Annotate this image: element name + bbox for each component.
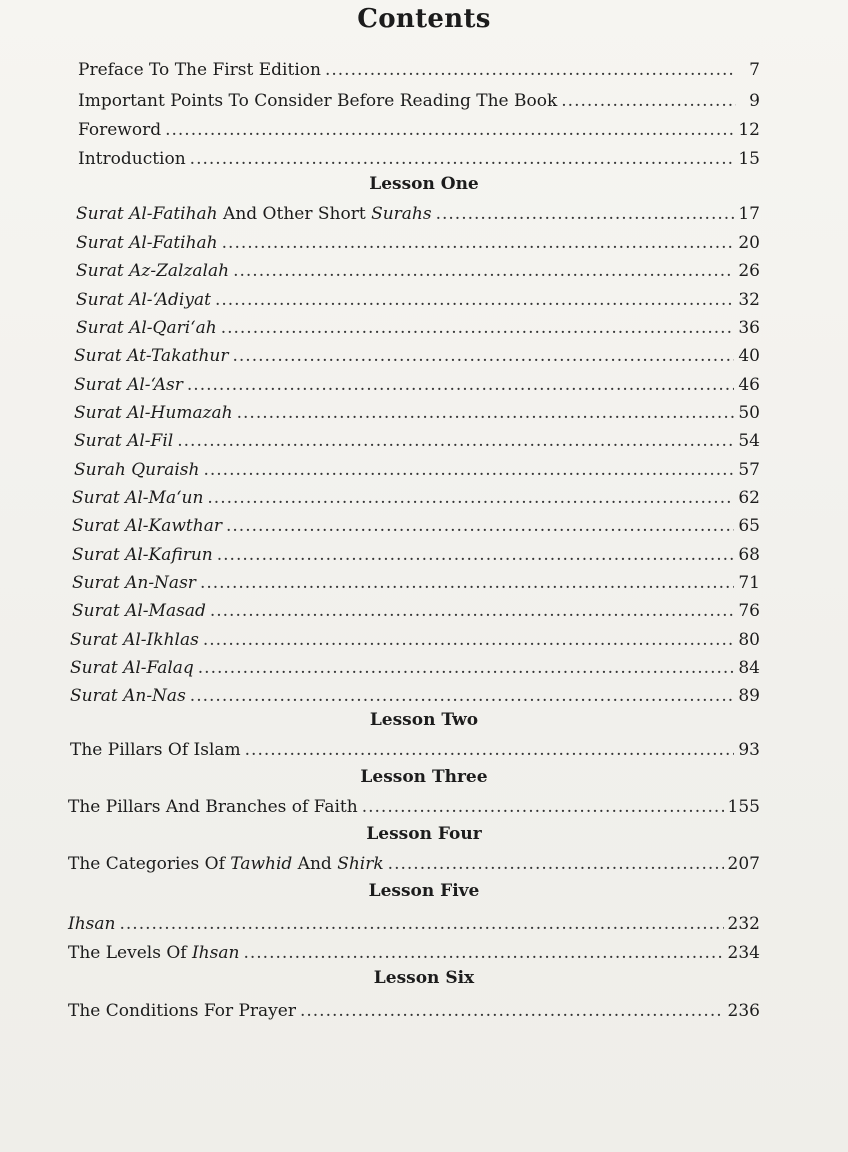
toc-page-number: 76 <box>738 601 760 621</box>
toc-page-number: 17 <box>738 204 760 224</box>
toc-entry[interactable] <box>70 685 760 707</box>
toc-page-number: 155 <box>727 797 760 817</box>
dot-leader <box>119 913 723 935</box>
title-text-italic: Surat Al-Fatihah <box>76 204 218 224</box>
dot-leader <box>233 345 735 367</box>
dot-leader <box>388 853 724 875</box>
dot-leader <box>190 685 735 707</box>
toc-entry[interactable] <box>76 260 760 282</box>
toc-entry-title <box>72 487 203 509</box>
toc-entry-title <box>70 629 199 651</box>
toc-page-number: 57 <box>738 460 760 480</box>
toc-entry[interactable] <box>78 148 760 170</box>
toc-entry[interactable] <box>76 317 760 339</box>
toc-entry-title <box>68 1000 296 1022</box>
lesson-heading: Lesson Five <box>368 881 480 901</box>
title-text: The Conditions For Prayer <box>68 1001 296 1021</box>
dot-leader <box>245 739 735 761</box>
title-text-italic: Surat Al-Humazah <box>74 403 233 423</box>
dot-leader <box>203 629 735 651</box>
title-text-italic: Surah Quraish <box>74 460 200 480</box>
toc-entry-title <box>70 739 241 761</box>
title-text-italic: Surat Al-Qari‘ah <box>76 318 217 338</box>
dot-leader <box>237 402 735 424</box>
toc-entry-title <box>74 402 233 424</box>
dot-leader <box>210 600 735 622</box>
title-text-italic: Surat At-Takathur <box>74 346 229 366</box>
dot-leader <box>217 544 735 566</box>
title-text-italic: Surat Al-‘Adiyat <box>76 290 211 310</box>
toc-entry-title <box>70 685 186 707</box>
title-text-italic: Surat Al-Ma‘un <box>72 488 204 508</box>
toc-page-number: 15 <box>738 149 760 169</box>
toc-entry-title <box>78 59 321 81</box>
dot-leader <box>233 260 734 282</box>
toc-page-number: 80 <box>738 630 760 650</box>
dot-leader <box>215 289 734 311</box>
toc-entry-title <box>68 796 358 818</box>
toc-entry-title <box>76 317 217 339</box>
toc-page-number: 207 <box>727 854 760 874</box>
toc-entry[interactable] <box>72 515 760 537</box>
dot-leader <box>190 148 735 170</box>
toc-entry-title <box>78 119 161 141</box>
title-text-italic: Surahs <box>371 204 432 224</box>
title-text: Foreword <box>78 120 162 140</box>
title-text: And <box>292 854 338 874</box>
toc-page-number: 236 <box>727 1001 760 1021</box>
title-text-italic: Surat An-Nas <box>70 686 186 706</box>
title-text: Preface To The First Edition <box>78 60 321 80</box>
toc-entry-title <box>76 203 432 225</box>
dot-leader <box>221 317 735 339</box>
toc-entry-title <box>68 913 115 935</box>
title-text-italic: Ihsan <box>191 943 240 963</box>
lesson-heading: Lesson One <box>369 174 479 194</box>
title-text: And Other Short <box>217 204 372 224</box>
dot-leader <box>198 657 735 679</box>
title-text-italic: Surat Al-Kawthar <box>72 516 222 536</box>
toc-entry-title <box>74 459 199 481</box>
toc-entry[interactable] <box>68 942 760 964</box>
toc-entry[interactable] <box>78 90 760 112</box>
toc-entry[interactable] <box>74 430 760 452</box>
title-text-italic: Tawhid <box>230 854 293 874</box>
title-text: The Levels Of <box>68 943 192 963</box>
dot-leader <box>165 119 734 141</box>
toc-entry[interactable] <box>68 1000 760 1022</box>
toc-page-number: 46 <box>738 375 760 395</box>
dot-leader <box>561 90 736 112</box>
toc-page-number: 234 <box>727 943 760 963</box>
toc-page-number: 71 <box>738 573 760 593</box>
toc-entry-title <box>78 90 557 112</box>
toc-entry[interactable] <box>72 544 760 566</box>
toc-entry-title <box>72 544 213 566</box>
toc-entry[interactable] <box>72 572 760 594</box>
toc-entry[interactable] <box>68 796 760 818</box>
toc-entry-title <box>72 600 206 622</box>
toc-page-number: 62 <box>738 488 760 508</box>
toc-entry[interactable] <box>78 119 760 141</box>
title-text-italic: Shirk <box>337 854 384 874</box>
toc-entry-title <box>74 345 229 367</box>
dot-leader <box>222 232 735 254</box>
toc-entry[interactable] <box>74 345 760 367</box>
toc-page-number: 9 <box>749 91 760 111</box>
toc-page-number: 20 <box>738 233 760 253</box>
dot-leader <box>203 459 734 481</box>
dot-leader <box>200 572 734 594</box>
toc-entry[interactable] <box>68 913 760 935</box>
dot-leader <box>207 487 734 509</box>
toc-entry-title <box>70 657 194 679</box>
dot-leader <box>177 430 734 452</box>
toc-entry[interactable] <box>74 402 760 424</box>
title-text-italic: Surat Al-‘Asr <box>74 375 183 395</box>
toc-page-number: 7 <box>749 60 760 80</box>
dot-leader <box>300 1000 724 1022</box>
title-text-italic: Surat Al-Fil <box>74 431 174 451</box>
toc-page-number: 12 <box>738 120 760 140</box>
title-text: The Pillars Of Islam <box>70 740 241 760</box>
dot-leader <box>325 59 736 81</box>
title-text: Important Points To Consider Before Reading The Book <box>78 91 558 111</box>
toc-entry[interactable] <box>76 289 760 311</box>
dot-leader <box>243 942 723 964</box>
toc-entry-title <box>72 515 222 537</box>
toc-page-number: 54 <box>738 431 760 451</box>
toc-page-number: 232 <box>727 914 760 934</box>
toc-entry-title <box>74 374 183 396</box>
title-text-italic: Surat Al-Fatihah <box>76 233 218 253</box>
title-text: The Categories Of <box>68 854 231 874</box>
title-text-italic: Surat Al-Ikhlas <box>70 630 199 650</box>
toc-entry[interactable] <box>78 59 760 81</box>
toc-entry-title <box>76 260 229 282</box>
toc-page-number: 68 <box>738 545 760 565</box>
toc-entry[interactable] <box>70 657 760 679</box>
toc-page-number: 50 <box>738 403 760 423</box>
toc-entry[interactable] <box>74 459 760 481</box>
toc-entry[interactable] <box>72 600 760 622</box>
toc-entry[interactable] <box>76 203 760 225</box>
toc-entry[interactable] <box>70 629 760 651</box>
toc-entry[interactable] <box>72 487 760 509</box>
toc-page-number: 65 <box>738 516 760 536</box>
toc-page-number: 93 <box>738 740 760 760</box>
lesson-heading: Lesson Four <box>366 824 482 844</box>
dot-leader <box>226 515 734 537</box>
toc-entry[interactable] <box>70 739 760 761</box>
page-title: Contents <box>357 4 491 34</box>
toc-page-number: 36 <box>738 318 760 338</box>
title-text-italic: Surat Az-Zalzalah <box>76 261 230 281</box>
toc-page-number: 40 <box>738 346 760 366</box>
toc-entry[interactable] <box>68 853 760 875</box>
toc-entry-title <box>76 289 211 311</box>
toc-page-number: 89 <box>738 686 760 706</box>
toc-page-number: 26 <box>738 261 760 281</box>
toc-page-number: 32 <box>738 290 760 310</box>
toc-entry-title <box>78 148 186 170</box>
dot-leader <box>436 203 735 225</box>
title-text: The Pillars And Branches of Faith <box>68 797 358 817</box>
toc-page-number: 84 <box>738 658 760 678</box>
toc-entry-title <box>68 942 239 964</box>
title-text-italic: Ihsan <box>68 914 116 934</box>
title-text: Introduction <box>78 149 186 169</box>
toc-entry-title <box>68 853 384 875</box>
toc-entry-title <box>72 572 196 594</box>
toc-entry-title <box>76 232 218 254</box>
title-text-italic: Surat Al-Kafirun <box>72 545 213 565</box>
lesson-heading: Lesson Two <box>369 710 479 730</box>
toc-entry[interactable] <box>74 374 760 396</box>
dot-leader <box>187 374 734 396</box>
lesson-heading: Lesson Three <box>360 767 488 787</box>
toc-entry-title <box>74 430 173 452</box>
toc-entry[interactable] <box>76 232 760 254</box>
lesson-heading: Lesson Six <box>373 968 475 988</box>
dot-leader <box>362 796 724 818</box>
title-text-italic: Surat An-Nasr <box>72 573 196 593</box>
title-text-italic: Surat Al-Masad <box>72 601 206 621</box>
title-text-italic: Surat Al-Falaq <box>70 658 194 678</box>
